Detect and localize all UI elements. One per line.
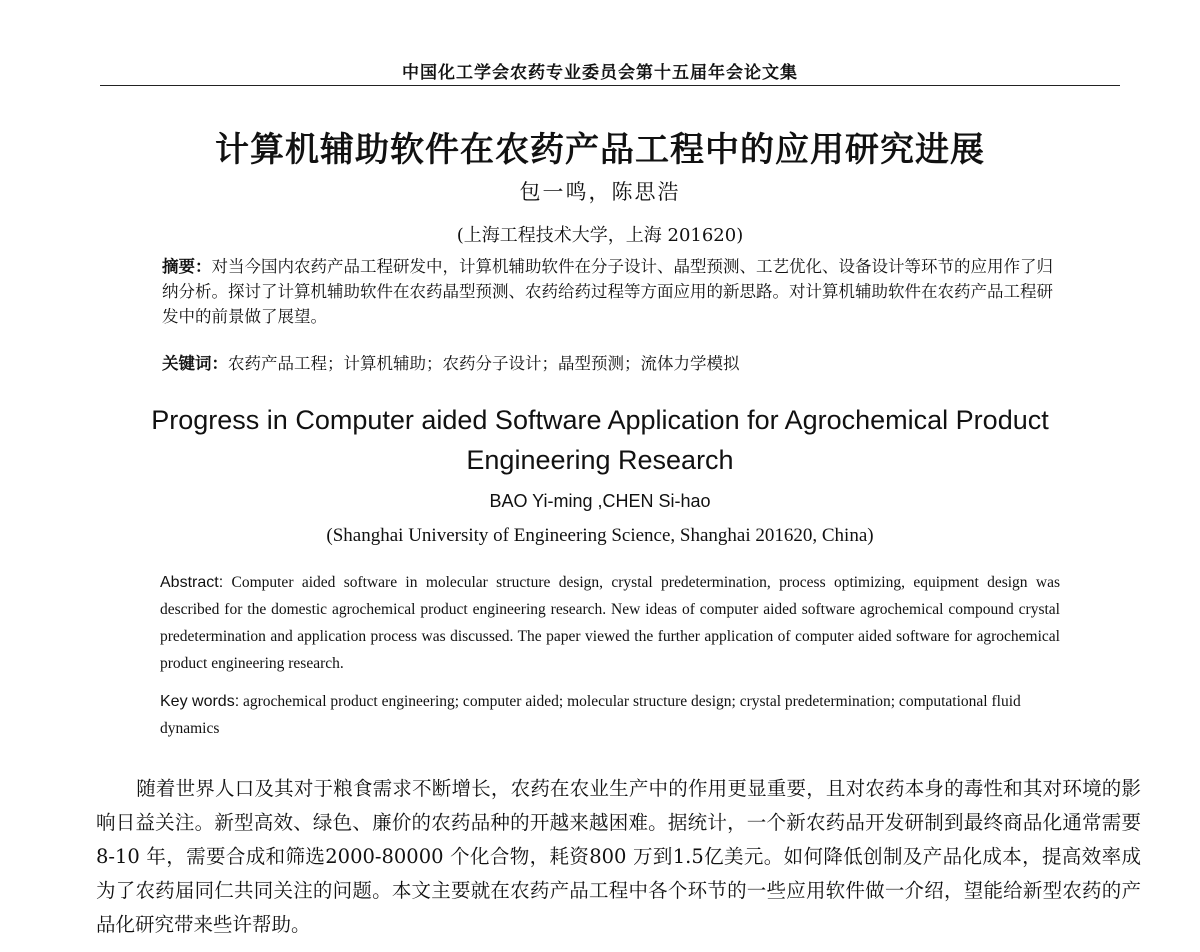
chinese-keywords-text: 农药产品工程；计算机辅助；农药分子设计；晶型预测；流体力学模拟 xyxy=(228,354,740,373)
english-authors: BAO Yi-ming ,CHEN Si-hao xyxy=(489,491,711,511)
english-keywords-label: Key words: xyxy=(160,693,240,710)
english-affiliation: (Shanghai University of Engineering Science, Shanghai 201620, China) xyxy=(326,525,874,546)
body-paragraph-text: 随着世界人口及其对于粮食需求不断增长，农药在农业生产中的作用更显重要，且对农药本身的毒性和其对环境的影响日益关注。新型高效、绿色、廉价的农药品种的开越来越困难。据统计，一个新农药品开发研制到最终商品化通常需要8-10 年，需要合成和筛选2000-80000 个化合物，耗资800 万到1.5亿美元。如何降低创制及产品化成本，提高效率成为了农药届同仁共同关注的问题。本文主要就在农药产品工程中各个环节的一些应用软件做一介绍，望能给新型农药的产品化研究带来些许帮助。 xyxy=(96,777,1141,936)
chinese-abstract xyxy=(162,254,1062,329)
chinese-title: 计算机辅助软件在农药产品工程中的应用研究进展 xyxy=(215,130,985,170)
header-divider xyxy=(100,85,1120,86)
running-header: 中国化工学会农药专业委员会第十五届年会论文集 xyxy=(402,63,798,83)
english-keywords-text: agrochemical product engineering; computer aided; molecular structure design; crystal predetermination; computational fluid dynamics xyxy=(160,693,1021,737)
chinese-abstract-label: 摘要： xyxy=(162,257,212,276)
chinese-affiliation: (上海工程技术大学，上海 201620) xyxy=(456,225,744,246)
chinese-keywords xyxy=(162,351,1062,376)
english-abstract-text: Computer aided software in molecular structure design, crystal predetermination, process optimizing, equipment design was described for the domestic agrochemical product engineering research. New ideas of computer aided software agrochemical compound crystal predetermination and application process was discussed. The paper viewed the further application of computer aided software for agrochemical product engineering research. xyxy=(160,574,1061,672)
chinese-keywords-label: 关键词： xyxy=(162,354,228,373)
english-abstract xyxy=(160,569,1060,677)
english-title: Progress in Computer aided Software Application for Agrochemical Product Engineering Research xyxy=(151,405,1049,475)
english-abstract-label: Abstract: xyxy=(160,574,224,591)
chinese-abstract-text: 对当今国内农药产品工程研发中，计算机辅助软件在分子设计、晶型预测、工艺优化、设备设计等环节的应用作了归纳分析。探讨了计算机辅助软件在农药晶型预测、农药给药过程等方面应用的新思路。对计算机辅助软件在农药产品工程研发中的前景做了展望。 xyxy=(162,257,1053,326)
body-paragraph xyxy=(96,772,1141,942)
english-keywords xyxy=(160,688,1060,742)
chinese-authors: 包一鸣，陈思浩 xyxy=(519,180,681,204)
